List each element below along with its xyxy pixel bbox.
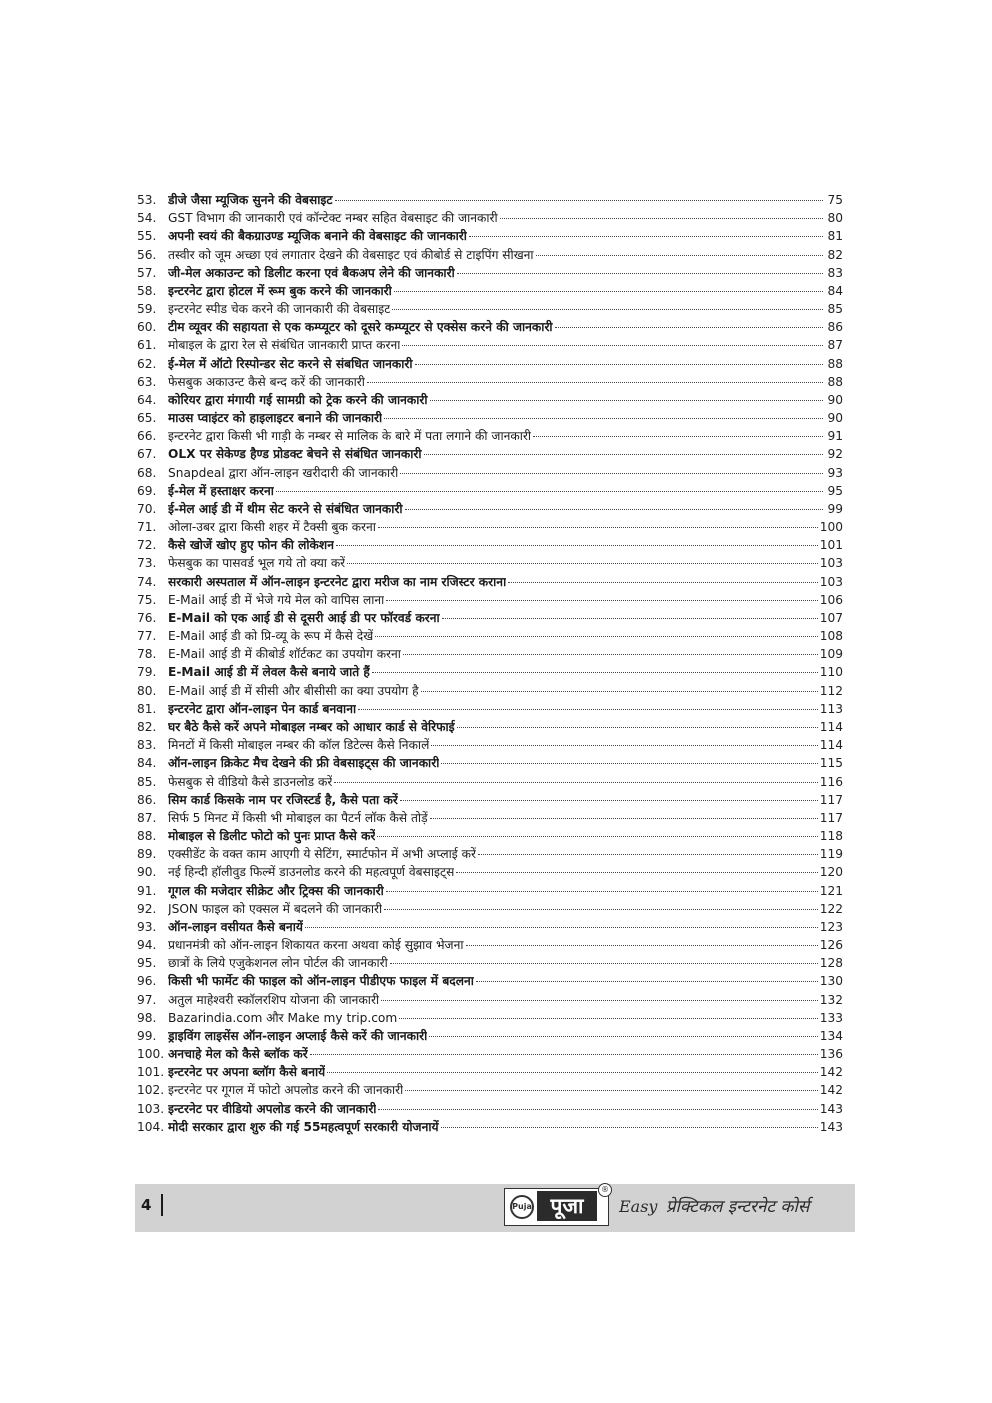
toc-dot-leader	[400, 800, 818, 801]
toc-entry-number: 75.	[137, 592, 157, 607]
toc-entry	[137, 718, 843, 736]
toc-entry-number: 59.	[137, 302, 157, 317]
toc-entry-number: 82.	[137, 719, 157, 734]
toc-dot-leader	[405, 1090, 817, 1091]
toc-dot-leader	[276, 491, 823, 492]
toc-dot-leader	[400, 473, 823, 474]
toc-entry	[137, 645, 843, 663]
toc-entry-number: 68.	[137, 465, 157, 480]
toc-entry-number: 72.	[137, 538, 157, 553]
toc-entry	[137, 391, 843, 409]
toc-entry	[137, 373, 843, 391]
toc-entry-page: 101	[819, 538, 843, 553]
toc-entry	[137, 409, 843, 427]
toc-entry-page: 93	[827, 465, 843, 480]
toc-dot-leader	[358, 709, 818, 710]
toc-dot-leader	[441, 763, 817, 764]
toc-entry-number: 91.	[137, 883, 157, 898]
toc-entry-number: 89.	[137, 847, 157, 862]
toc-entry-page: 128	[819, 956, 843, 971]
toc-entry-page: 142	[819, 1065, 843, 1080]
toc-entry-number: 64.	[137, 392, 157, 407]
toc-entry-number: 93.	[137, 919, 157, 934]
toc-dot-leader	[384, 418, 823, 419]
toc-entry-number: 96.	[137, 974, 157, 989]
toc-entry-page: 143	[819, 1119, 843, 1134]
toc-entry-number: 99.	[137, 1028, 157, 1043]
toc-dot-leader	[456, 872, 817, 873]
toc-entry-page: 90	[827, 411, 843, 426]
toc-entry-title: इन्टरनेट पर अपना ब्लॉग कैसे बनायें	[168, 1065, 326, 1080]
toc-entry-title: ड्राइविंग लाइसेंस ऑन-लाइन अप्लाई कैसे करें की जानकारी	[168, 1028, 428, 1043]
toc-dot-leader	[386, 891, 818, 892]
toc-entry	[137, 209, 843, 227]
toc-entry-title: मोबाइल के द्वारा रेल से संबंधित जानकारी प्राप्त करना	[168, 338, 401, 353]
toc-entry-number: 86.	[137, 792, 157, 807]
toc-entry	[137, 754, 843, 772]
toc-entry-title: माउस प्वाइंटर को हाइलाइटर बनाने की जानकारी	[168, 411, 383, 426]
toc-entry-title: फेसबुक अकाउन्ट कैसे बन्द करें की जानकारी	[168, 374, 365, 389]
toc-entry-page: 117	[819, 810, 843, 825]
toc-entry	[137, 972, 843, 990]
toc-entry-title: E-Mail आई डी में कीबोर्ड शॉर्टकट का उपयोग करना	[168, 647, 401, 662]
toc-dot-leader	[478, 854, 818, 855]
toc-entry-title: तस्वीर को जूम अच्छा एवं लगातार देखने की वेबसाइट एवं कीबोर्ड से टाइपिंग सीखना	[168, 247, 534, 262]
registered-mark: ®	[598, 1183, 612, 1197]
toc-entry-title: Snapdeal द्वारा ऑन-लाइन खरीदारी की जानकारी	[168, 465, 399, 480]
toc-entry-number: 83.	[137, 738, 157, 753]
table-of-contents	[137, 191, 843, 1136]
toc-entry-number: 54.	[137, 211, 157, 226]
toc-entry-page: 91	[827, 429, 843, 444]
toc-entry-number: 84.	[137, 756, 157, 771]
toc-entry-title: ई-मेल आई डी में थीम सेट करने से संबंधित जानकारी	[168, 501, 403, 516]
toc-entry-page: 133	[819, 1010, 843, 1025]
toc-entry-page: 86	[827, 320, 843, 335]
toc-entry-number: 101.	[137, 1065, 165, 1080]
toc-entry-title: अनचाहे मेल को कैसे ब्लॉक करें	[168, 1047, 308, 1062]
toc-entry-page: 109	[819, 647, 843, 662]
toc-entry-page: 88	[827, 374, 843, 389]
toc-entry-number: 85.	[137, 774, 157, 789]
toc-entry-title: ई-मेल में हस्ताक्षर करना	[168, 483, 274, 498]
toc-entry-number: 57.	[137, 265, 157, 280]
toc-entry-number: 76.	[137, 610, 157, 625]
toc-entry	[137, 918, 843, 936]
toc-dot-leader	[367, 382, 823, 383]
toc-entry-number: 74.	[137, 574, 157, 589]
toc-entry-page: 121	[819, 883, 843, 898]
toc-entry-page: 88	[827, 356, 843, 371]
toc-entry	[137, 900, 843, 918]
toc-entry-page: 132	[819, 992, 843, 1007]
toc-dot-leader	[334, 782, 817, 783]
toc-dot-leader	[378, 527, 818, 528]
toc-entry-title: इन्टरनेट स्पीड चेक करने की जानकारी की वेबसाइट	[168, 302, 391, 317]
toc-entry-page: 114	[819, 738, 843, 753]
toc-entry	[137, 1100, 843, 1118]
toc-dot-leader	[402, 345, 823, 346]
toc-entry	[137, 609, 843, 627]
toc-entry	[137, 1118, 843, 1136]
toc-entry-number: 62.	[137, 356, 157, 371]
toc-dot-leader	[384, 909, 818, 910]
toc-entry-number: 56.	[137, 247, 157, 262]
toc-entry-title: फेसबुक का पासवर्ड भूल गये तो क्या करें	[168, 556, 346, 571]
toc-entry	[137, 1081, 843, 1099]
page-footer	[135, 1184, 855, 1232]
toc-entry	[137, 355, 843, 373]
toc-entry-number: 90.	[137, 865, 157, 880]
toc-entry-page: 85	[827, 302, 843, 317]
toc-entry-page: 83	[827, 265, 843, 280]
toc-entry-title: सरकारी अस्पताल में ऑन-लाइन इन्टरनेट द्वारा मरीज का नाम रजिस्टर कराना	[168, 574, 507, 589]
logo-wordmark: पूजा	[537, 1191, 597, 1221]
toc-entry-number: 97.	[137, 992, 157, 1007]
toc-entry-number: 70.	[137, 501, 157, 516]
toc-entry-page: 87	[827, 338, 843, 353]
toc-entry-title: सिर्फ 5 मिनट में किसी भी मोबाइल का पैटर्न लॉक कैसे तोड़ें	[168, 810, 428, 825]
toc-dot-leader	[469, 236, 823, 237]
toc-dot-leader	[536, 255, 823, 256]
toc-entry-title: मिनटों में किसी मोबाइल नम्बर की कॉल डिटेल्स कैसे निकालें	[168, 738, 430, 753]
toc-entry	[137, 682, 843, 700]
toc-entry-number: 104.	[137, 1119, 165, 1134]
toc-entry-number: 102.	[137, 1083, 165, 1098]
toc-entry-number: 80.	[137, 683, 157, 698]
toc-entry	[137, 936, 843, 954]
toc-entry	[137, 554, 843, 572]
toc-entry-page: 115	[819, 756, 843, 771]
toc-entry	[137, 991, 843, 1009]
toc-entry-page: 120	[819, 865, 843, 880]
toc-entry-title: टीम व्यूवर की सहायता से एक कम्प्यूटर को दूसरे कम्प्यूटर से एक्सेस करने की जानकारी	[168, 320, 553, 335]
toc-entry-title: फेसबुक से वीडियो कैसे डाउनलोड करें	[168, 774, 333, 789]
toc-dot-leader	[430, 400, 823, 401]
toc-entry	[137, 627, 843, 645]
toc-entry-number: 65.	[137, 411, 157, 426]
toc-dot-leader	[441, 1127, 818, 1128]
toc-entry-title: इन्टरनेट पर वीडियो अपलोड करने की जानकारी	[168, 1101, 377, 1116]
toc-entry	[137, 773, 843, 791]
toc-entry	[137, 427, 843, 445]
toc-dot-leader	[424, 454, 823, 455]
toc-entry	[137, 1027, 843, 1045]
toc-entry-title: सिम कार्ड किसके नाम पर रजिस्टर्ड है, कैसे पता करें	[168, 792, 398, 807]
toc-dot-leader	[457, 727, 818, 728]
toc-entry-page: 143	[819, 1101, 843, 1116]
toc-dot-leader	[336, 545, 818, 546]
toc-entry	[137, 300, 843, 318]
toc-entry-page: 122	[819, 901, 843, 916]
toc-entry-title: मोबाइल से डिलीट फोटो को पुनः प्राप्त कैसे करें	[168, 829, 376, 844]
toc-entry-number: 69.	[137, 483, 157, 498]
toc-entry-page: 81	[827, 229, 843, 244]
toc-entry-page: 114	[819, 719, 843, 734]
toc-dot-leader	[442, 618, 818, 619]
toc-dot-leader	[431, 745, 817, 746]
toc-entry-title: E-Mail आई डी में लेवल कैसे बनाये जाते हैं	[168, 665, 370, 680]
toc-entry-number: 100.	[137, 1047, 165, 1062]
toc-dot-leader	[378, 1109, 817, 1110]
toc-entry	[137, 336, 843, 354]
toc-entry	[137, 464, 843, 482]
toc-entry-page: 80	[827, 211, 843, 226]
toc-entry-title: OLX पर सेकेण्ड हैण्ड प्रोडक्ट बेचने से संबंधित जानकारी	[168, 447, 422, 462]
toc-entry-title: मोदी सरकार द्वारा शुरु की गई 55महत्वपूर्ण सरकारी योजनायें	[168, 1119, 439, 1134]
toc-entry	[137, 573, 843, 591]
toc-entry-title: घर बैठे कैसे करें अपने मोबाइल नम्बर को आधार कार्ड से वेरिफाई	[168, 719, 455, 734]
toc-dot-leader	[500, 218, 823, 219]
toc-dot-leader	[372, 672, 818, 673]
toc-entry-title: ओला-उबर द्वारा किसी शहर में टैक्सी बुक करना	[168, 520, 376, 535]
toc-dot-leader	[375, 636, 818, 637]
toc-dot-leader	[466, 945, 818, 946]
toc-dot-leader	[394, 291, 823, 292]
toc-entry-number: 81.	[137, 701, 157, 716]
toc-entry-title: अपनी स्वयं की बैकग्राउण्ड म्यूजिक बनाने की वेबसाइट की जानकारी	[168, 229, 467, 244]
toc-entry-title: JSON फाइल को एक्सल में बदलने की जानकारी	[168, 901, 383, 916]
toc-dot-leader	[429, 1036, 817, 1037]
toc-entry-page: 107	[819, 610, 843, 625]
toc-dot-leader	[305, 927, 818, 928]
toc-entry-page: 75	[827, 193, 843, 207]
toc-entry	[137, 500, 843, 518]
toc-dot-leader	[555, 327, 823, 328]
toc-dot-leader	[430, 818, 818, 819]
toc-dot-leader	[476, 981, 818, 982]
toc-entry	[137, 264, 843, 282]
toc-entry-page: 84	[827, 283, 843, 298]
toc-entry	[137, 663, 843, 681]
toc-entry-page: 106	[819, 592, 843, 607]
toc-entry-title: ई-मेल में ऑटो रिस्पोन्डर सेट करने से संबधित जानकारी	[168, 356, 413, 371]
toc-entry	[137, 518, 843, 536]
toc-entry-page: 113	[819, 701, 843, 716]
toc-entry-title: किसी भी फार्मेट की फाइल को ऑन-लाइन पीडीएफ फाइल में बदलना	[168, 974, 474, 989]
toc-entry-page: 108	[819, 629, 843, 644]
toc-dot-leader	[457, 273, 823, 274]
toc-entry-number: 94.	[137, 938, 157, 953]
toc-dot-leader	[327, 1072, 818, 1073]
toc-entry-number: 95.	[137, 956, 157, 971]
series-title-text: प्रेक्टिकल इन्टरनेट कोर्स	[665, 1197, 810, 1217]
toc-entry-title: इन्टरनेट द्वारा ऑन-लाइन पेन कार्ड बनवाना	[168, 701, 357, 716]
toc-dot-leader	[386, 600, 817, 601]
toc-entry-page: 126	[819, 938, 843, 953]
toc-entry-title: नई हिन्दी हॉलीवुड फिल्में डाउनलोड करने की महत्वपूर्ण वेबसाइट्स	[168, 865, 455, 880]
toc-entry	[137, 863, 843, 881]
toc-entry	[137, 827, 843, 845]
toc-entry-title: E-Mail आई डी को प्रि-व्यू के रूप में कैसे देखें	[168, 629, 374, 644]
logo-badge-icon: Puja	[510, 1195, 534, 1219]
toc-entry-title: जी-मेल अकाउन्ट को डिलीट करना एवं बैकअप लेने की जानकारी	[168, 265, 455, 280]
toc-entry-title: कैसे खोजें खोए हुए फोन की लोकेशन	[168, 538, 334, 553]
toc-dot-leader	[347, 563, 818, 564]
toc-entry	[137, 700, 843, 718]
toc-entry-title: Bazarindia.com और Make my trip.com	[168, 1010, 398, 1025]
toc-entry-page: 116	[819, 774, 843, 789]
toc-entry-title: एक्सीडेंट के वक्त काम आएगी ये सेटिंग, स्मार्टफोन में अभी अप्लाई करें	[168, 847, 476, 862]
toc-dot-leader	[392, 309, 823, 310]
toc-entry	[137, 791, 843, 809]
toc-entry	[137, 318, 843, 336]
toc-entry-number: 66.	[137, 429, 157, 444]
toc-entry-page: 110	[819, 665, 843, 680]
toc-entry	[137, 845, 843, 863]
toc-entry	[137, 191, 843, 209]
toc-entry-title: E-Mail आई डी में भेजे गये मेल को वापिस लाना	[168, 592, 385, 607]
toc-entry-title: GST विभाग की जानकारी एवं कॉन्टेक्ट नम्बर सहित वेबसाइट की जानकारी	[168, 211, 498, 226]
toc-entry-title: E-Mail को एक आई डी से दूसरी आई डी पर फॉरवर्ड करना	[168, 610, 440, 625]
toc-entry-title: गूगल की मजेदार सीक्रेट और ट्रिक्स की जानकारी	[168, 883, 384, 898]
toc-entry-number: 60.	[137, 320, 157, 335]
toc-dot-leader	[403, 654, 818, 655]
toc-entry-number: 98.	[137, 1010, 157, 1025]
toc-entry-title: इन्टरनेट पर गूगल में फोटो अपलोड करने की जानकारी	[168, 1083, 404, 1098]
toc-dot-leader	[381, 1000, 818, 1001]
toc-entry-page: 119	[819, 847, 843, 862]
toc-entry	[137, 482, 843, 500]
toc-entry-page: 95	[827, 483, 843, 498]
toc-entry-number: 77.	[137, 629, 157, 644]
toc-dot-leader	[377, 836, 817, 837]
toc-entry	[137, 536, 843, 554]
toc-entry	[137, 1009, 843, 1027]
toc-entry-page: 92	[827, 447, 843, 462]
page-number: 4	[141, 1196, 152, 1214]
toc-entry-title: इन्टरनेट द्वारा होटल में रूम बुक करने की जानकारी	[168, 283, 392, 298]
toc-entry-page: 136	[819, 1047, 843, 1062]
toc-entry-page: 117	[819, 792, 843, 807]
toc-dot-leader	[405, 509, 823, 510]
toc-dot-leader	[415, 364, 823, 365]
toc-entry-number: 88.	[137, 829, 157, 844]
toc-entry	[137, 1045, 843, 1063]
toc-entry	[137, 227, 843, 245]
toc-entry-page: 123	[819, 919, 843, 934]
toc-entry	[137, 809, 843, 827]
toc-entry	[137, 736, 843, 754]
toc-entry-title: E-Mail आई डी में सीसी और बीसीसी का क्या उपयोग है	[168, 683, 419, 698]
toc-entry-page: 142	[819, 1083, 843, 1098]
toc-dot-leader	[399, 1018, 817, 1019]
toc-entry	[137, 1063, 843, 1081]
toc-entry-number: 79.	[137, 665, 157, 680]
toc-entry-title: अतुल माहेश्वरी स्कॉलरशिप योजना की जानकारी	[168, 992, 380, 1007]
toc-entry-title: ऑन-लाइन वसीयत कैसे बनायें	[168, 919, 303, 934]
page-number-separator	[161, 1194, 163, 1216]
publisher-logo	[504, 1185, 609, 1226]
toc-entry-title: कोरियर द्वारा मंगायी गई सामग्री को ट्रेक करने की जानकारी	[168, 392, 428, 407]
toc-entry-title: छात्रों के लिये एजुकेशनल लोन पोर्टल की जानकारी	[168, 956, 388, 971]
toc-entry-number: 71.	[137, 520, 157, 535]
toc-entry	[137, 591, 843, 609]
toc-entry-page: 130	[819, 974, 843, 989]
toc-entry-page: 99	[827, 501, 843, 516]
toc-entry-number: 61.	[137, 338, 157, 353]
toc-entry	[137, 954, 843, 972]
toc-dot-leader	[421, 691, 818, 692]
toc-entry-page: 82	[827, 247, 843, 262]
toc-entry-number: 92.	[137, 901, 157, 916]
toc-entry-title: ऑन-लाइन क्रिकेट मैच देखने की फ्री वेबसाइट्स की जानकारी	[168, 756, 440, 771]
toc-entry-page: 103	[819, 556, 843, 571]
toc-entry-page: 134	[819, 1028, 843, 1043]
toc-entry-page: 90	[827, 392, 843, 407]
book-series-title	[619, 1194, 809, 1217]
toc-entry-number: 55.	[137, 229, 157, 244]
toc-entry	[137, 445, 843, 463]
toc-entry-page: 100	[819, 520, 843, 535]
toc-entry-page: 112	[819, 683, 843, 698]
toc-entry-number: 58.	[137, 283, 157, 298]
toc-entry-number: 53.	[137, 193, 157, 207]
toc-entry-number: 67.	[137, 447, 157, 462]
toc-dot-leader	[390, 963, 818, 964]
toc-entry-number: 73.	[137, 556, 157, 571]
toc-entry	[137, 882, 843, 900]
toc-dot-leader	[310, 1054, 818, 1055]
toc-entry-title: डीजे जैसा म्यूजिक सुनने की वेबसाइट	[168, 193, 333, 207]
toc-entry-page: 103	[819, 574, 843, 589]
toc-entry-number: 103.	[137, 1101, 165, 1116]
toc-entry-number: 63.	[137, 374, 157, 389]
series-prefix: Easy	[619, 1197, 658, 1216]
toc-entry-title: इन्टरनेट द्वारा किसी भी गाड़ी के नम्बर से मालिक के बारे में पता लगाने की जानकारी	[168, 429, 532, 444]
toc-entry-page: 118	[819, 829, 843, 844]
toc-dot-leader	[533, 436, 823, 437]
toc-entry-number: 87.	[137, 810, 157, 825]
toc-dot-leader	[508, 582, 818, 583]
toc-entry	[137, 282, 843, 300]
toc-dot-leader	[335, 200, 823, 201]
toc-entry	[137, 246, 843, 264]
toc-entry-title: प्रधानमंत्री को ऑन-लाइन शिकायत करना अथवा कोई सुझाव भेजना	[168, 938, 464, 953]
toc-entry-number: 78.	[137, 647, 157, 662]
